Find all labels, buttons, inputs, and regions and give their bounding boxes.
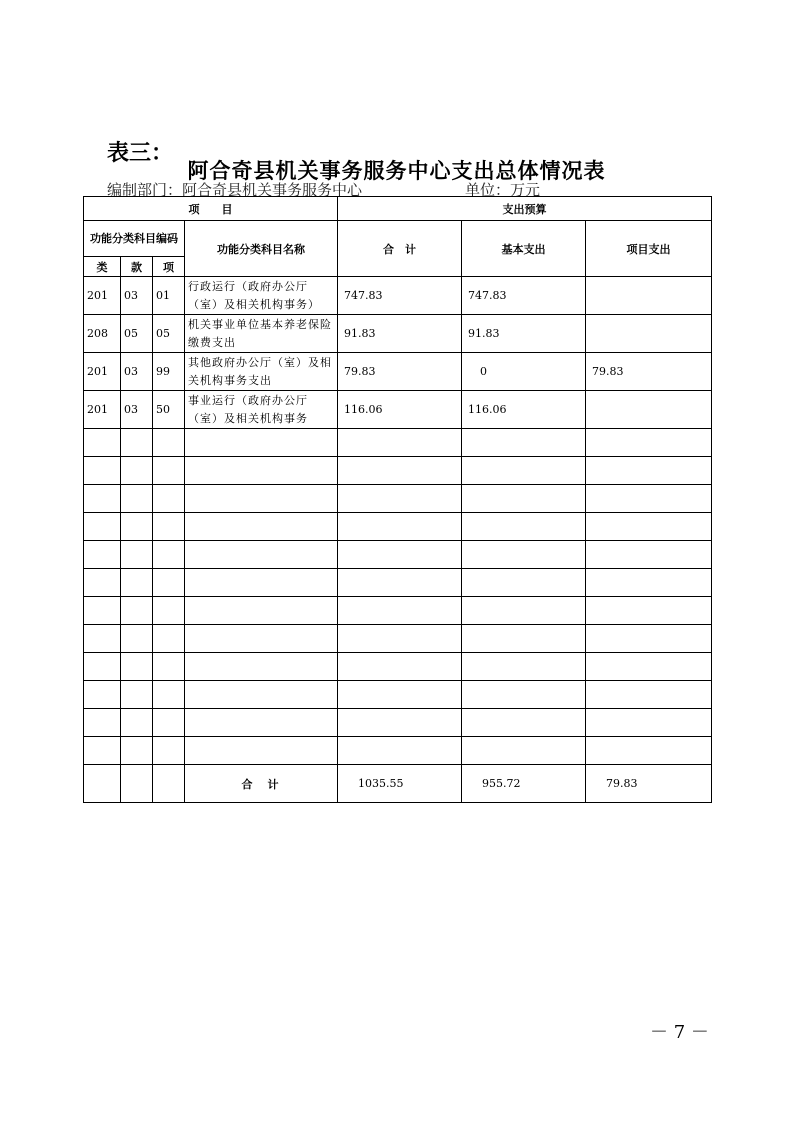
cell-project: 79.83: [586, 353, 712, 391]
page-title: 阿合奇县机关事务服务中心支出总体情况表: [187, 159, 606, 183]
table-row: [84, 391, 712, 429]
empty-row: [84, 457, 712, 485]
header-row-2: [84, 221, 712, 257]
empty-row: [84, 485, 712, 513]
table-row: [84, 353, 712, 391]
cell-xiang: 05: [153, 315, 185, 353]
cell-lei: 208: [84, 315, 121, 353]
table-row: [84, 277, 712, 315]
total-label: 合 计: [185, 765, 338, 803]
header-total: 合 计: [338, 221, 462, 277]
cell-total: 116.06: [338, 391, 462, 429]
header-xiang: 项: [153, 257, 185, 277]
empty-row: [84, 709, 712, 737]
cell-total: 91.83: [338, 315, 462, 353]
header-budget: 支出预算: [338, 197, 712, 221]
empty-row: [84, 597, 712, 625]
empty-row: [84, 681, 712, 709]
total-basic: 955.72: [462, 765, 586, 803]
cell-kuan: 05: [121, 315, 153, 353]
cell-basic: 116.06: [462, 391, 586, 429]
cell-kuan: 03: [121, 391, 153, 429]
cell-kuan: 03: [121, 277, 153, 315]
table-label: 表三：: [107, 141, 174, 166]
totals-row: [84, 765, 712, 803]
header-lei: 类: [84, 257, 121, 277]
header-kuan: 款: [121, 257, 153, 277]
total-sum: 1035.55: [338, 765, 462, 803]
cell-project: [586, 277, 712, 315]
cell-xiang: 50: [153, 391, 185, 429]
header-row-1: [84, 197, 712, 221]
cell-lei: 201: [84, 277, 121, 315]
cell-name: 行政运行（政府办公厅（室）及相关机构事务）: [185, 277, 338, 315]
cell-xiang: 01: [153, 277, 185, 315]
cell-lei: 201: [84, 353, 121, 391]
unit-line: 单位：万元: [465, 181, 541, 199]
cell-name: 其他政府办公厅（室）及相关机构事务支出: [185, 353, 338, 391]
cell-project: [586, 391, 712, 429]
table-row: [84, 315, 712, 353]
empty-row: [84, 429, 712, 457]
cell-lei: 201: [84, 391, 121, 429]
header-func-code: 功能分类科目编码: [84, 221, 185, 257]
page-number: － 7 －: [650, 1022, 709, 1043]
cell-name: 机关事业单位基本养老保险缴费支出: [185, 315, 338, 353]
total-project: 79.83: [586, 765, 712, 803]
cell-total: 79.83: [338, 353, 462, 391]
empty-row: [84, 541, 712, 569]
header-basic: 基本支出: [462, 221, 586, 277]
header-project: 项目支出: [586, 221, 712, 277]
department-line: 编制部门：阿合奇县机关事务服务中心: [107, 181, 363, 199]
header-item: 项 目: [84, 197, 338, 221]
empty-row: [84, 653, 712, 681]
cell-basic: 747.83: [462, 277, 586, 315]
cell-project: [586, 315, 712, 353]
budget-table: [83, 196, 712, 803]
empty-row: [84, 513, 712, 541]
empty-row: [84, 737, 712, 765]
cell-kuan: 03: [121, 353, 153, 391]
cell-basic: 91.83: [462, 315, 586, 353]
cell-name: 事业运行（政府办公厅（室）及相关机构事务: [185, 391, 338, 429]
empty-row: [84, 569, 712, 597]
header-func-name: 功能分类科目名称: [185, 221, 338, 277]
cell-total: 747.83: [338, 277, 462, 315]
cell-basic: 0: [462, 353, 586, 391]
empty-row: [84, 625, 712, 653]
cell-xiang: 99: [153, 353, 185, 391]
